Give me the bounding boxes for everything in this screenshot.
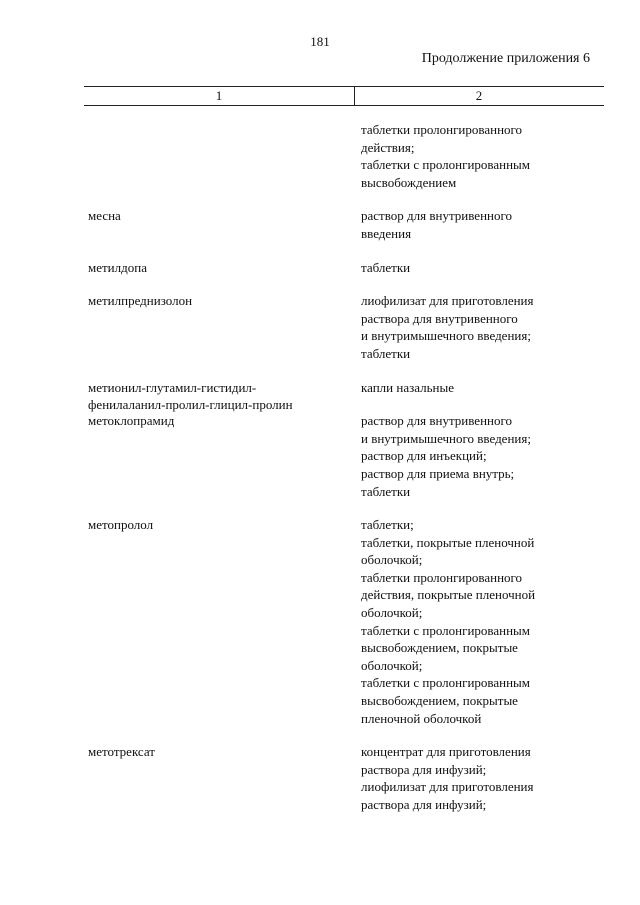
drug-name [88, 207, 348, 225]
table-row [0, 259, 640, 277]
table-row [0, 292, 640, 362]
table-row [0, 207, 640, 242]
dosage-form-line: высвобождением, покрытые [361, 693, 518, 709]
drug-name-line: метотрексат [88, 744, 155, 760]
dosage-forms [361, 743, 601, 813]
table-row [0, 379, 640, 413]
drug-name-line: месна [88, 208, 121, 224]
dosage-form-line: лиофилизат для приготовления [361, 293, 534, 309]
dosage-form-line: введения [361, 225, 412, 241]
dosage-forms [361, 516, 601, 727]
table-body [0, 121, 640, 830]
dosage-form-line: и внутримышечного введения; [361, 430, 531, 446]
drug-name-line: фенилаланил-пролил-глицил-пролин [88, 397, 293, 413]
dosage-form-line: и внутримышечного введения; [361, 328, 531, 344]
dosage-forms [361, 412, 601, 500]
dosage-form-line: высвобождением [361, 174, 457, 190]
dosage-form-line: концентрат для приготовления [361, 744, 531, 760]
drug-name [88, 743, 348, 761]
dosage-form-line: раствор для внутривенного [361, 413, 512, 429]
dosage-form-line: таблетки [361, 483, 411, 499]
dosage-form-line: оболочкой; [361, 605, 423, 621]
dosage-form-line: раствора для инфузий; [361, 797, 487, 812]
dosage-forms [361, 379, 601, 397]
continuation-heading: Продолжение приложения 6 [421, 51, 590, 66]
column-header-2: 2 [475, 88, 483, 103]
drug-name [88, 412, 348, 430]
dosage-form-line: действия, покрытые пленочной [361, 587, 536, 603]
drug-name-line: метилдопа [88, 259, 147, 275]
table-row [0, 516, 640, 727]
dosage-form-line: таблетки пролонгированного [361, 122, 523, 137]
table-row [0, 121, 640, 191]
dosage-forms [361, 121, 601, 191]
dosage-form-line: таблетки; [361, 517, 414, 533]
drug-name-line: метопролол [88, 517, 154, 533]
dosage-form-line: раствора для инфузий; [361, 761, 487, 777]
dosage-form-line: пленочной оболочкой [361, 710, 482, 726]
dosage-form-line: оболочкой; [361, 657, 423, 673]
table-row [0, 743, 640, 813]
dosage-form-line: оболочкой; [361, 552, 423, 568]
dosage-form-line: таблетки с пролонгированным [361, 157, 531, 173]
dosage-forms [361, 207, 601, 242]
drug-name [88, 516, 348, 534]
drug-name-line: метионил-глутамил-гистидил- [88, 379, 257, 395]
dosage-form-line: лиофилизат для приготовления [361, 779, 534, 795]
dosage-form-line: капли назальные [361, 379, 454, 395]
dosage-forms [361, 292, 601, 362]
column-header-1: 1 [215, 88, 223, 103]
dosage-form-line: таблетки с пролонгированным [361, 622, 531, 638]
table-header [84, 86, 604, 106]
dosage-forms [361, 259, 601, 277]
dosage-form-line: раствор для приема внутрь; [361, 465, 515, 481]
dosage-form-line: таблетки, покрытые пленочной [361, 534, 535, 550]
dosage-form-line: действия; [361, 139, 415, 155]
drug-name [88, 379, 348, 414]
dosage-form-line: таблетки [361, 259, 411, 275]
drug-name [88, 259, 348, 277]
table-row [0, 412, 640, 500]
dosage-form-line: высвобождением, покрытые [361, 640, 518, 656]
drug-name-line: метилпреднизолон [88, 293, 193, 309]
dosage-form-line: раствор для инъекций; [361, 448, 487, 464]
drug-name-line: метоклопрамид [88, 413, 175, 429]
dosage-form-line: таблетки пролонгированного [361, 569, 523, 585]
dosage-form-line: таблетки [361, 345, 411, 361]
dosage-form-line: раствор для внутривенного [361, 208, 512, 224]
dosage-form-line: раствора для внутривенного [361, 310, 518, 326]
page-number: 181 [310, 34, 330, 49]
drug-name [88, 292, 348, 310]
dosage-form-line: таблетки с пролонгированным [361, 675, 531, 691]
